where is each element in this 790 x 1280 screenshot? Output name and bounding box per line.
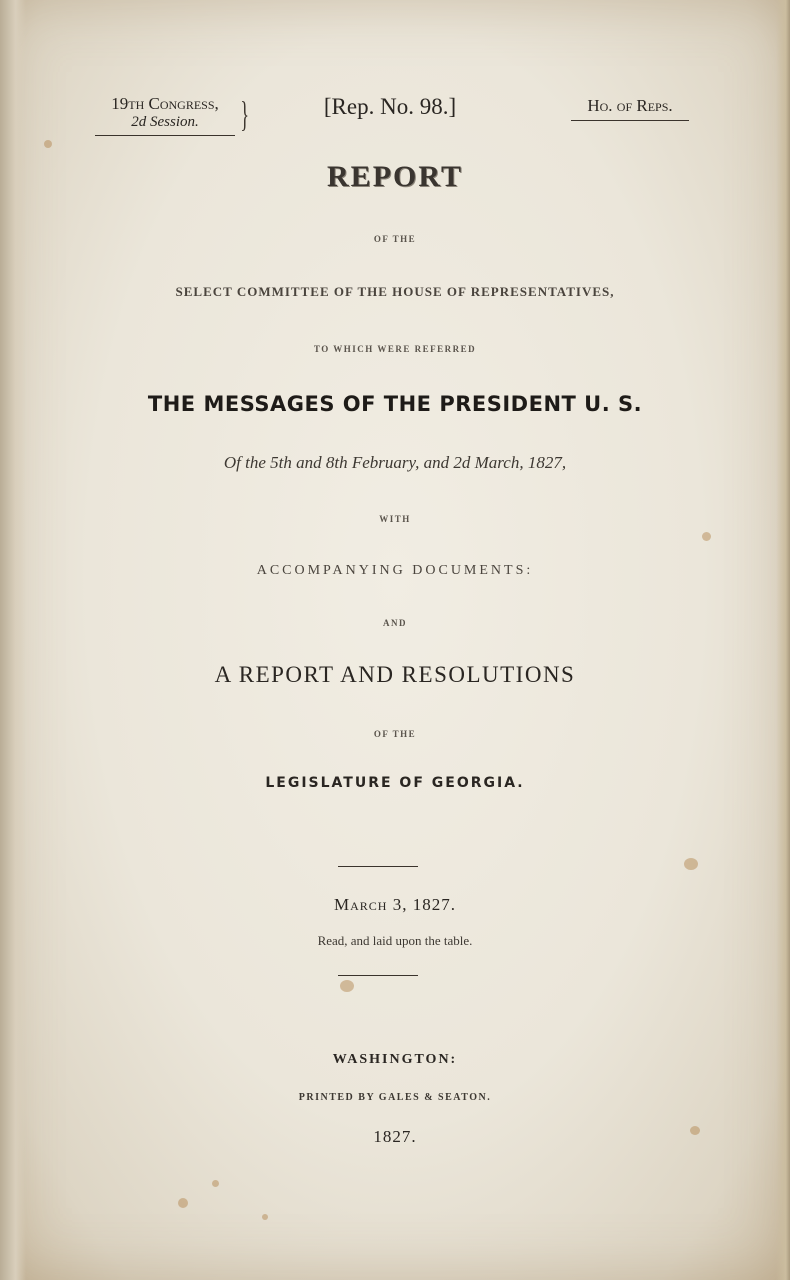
brace-glyph: } [240, 94, 249, 134]
foxing-spot [178, 1198, 188, 1208]
messages-heading: THE MESSAGES OF THE PRESIDENT U. S. [147, 392, 643, 416]
legislature-heading: LEGISLATURE OF GEORGIA. [265, 775, 525, 791]
congress-label: 19th Congress, [111, 94, 219, 113]
imprint-place: WASHINGTON: [332, 1052, 458, 1067]
congress-underline [95, 135, 235, 136]
foxing-spot [702, 532, 711, 541]
date-line: March 3, 1827. [334, 895, 456, 914]
imprint-printer: PRINTED BY GALES & SEATON. [298, 1092, 492, 1103]
of-the-label-2: OF THE [373, 729, 417, 739]
of-the-label: OF THE [373, 234, 417, 244]
report-heading: REPORT [327, 160, 463, 193]
foxing-spot [44, 140, 52, 148]
referred-line: TO WHICH WERE REFERRED [313, 344, 477, 354]
congress-session-block [80, 94, 250, 136]
divider-rule [338, 866, 418, 867]
foxing-spot [212, 1180, 219, 1187]
documents-line: ACCOMPANYING DOCUMENTS: [256, 563, 534, 578]
imprint-year: 1827. [373, 1127, 417, 1146]
dates-line: Of the 5th and 8th February, and 2d March, 1827, [223, 453, 567, 472]
with-label: WITH [379, 514, 411, 524]
foxing-spot [262, 1214, 268, 1220]
divider-rule [338, 975, 418, 976]
report-resolutions-heading: A REPORT AND RESOLUTIONS [214, 662, 576, 687]
house-label: Ho. of Reps. [587, 96, 673, 115]
foxing-spot [340, 980, 354, 992]
foxing-spot [684, 858, 698, 870]
house-block [560, 96, 700, 121]
session-label: 2d Session. [131, 114, 199, 130]
house-underline [571, 120, 689, 121]
report-number: [Rep. No. 98.] [323, 94, 457, 119]
committee-line: SELECT COMMITTEE OF THE HOUSE OF REPRESENTATIVES, [175, 284, 615, 299]
read-note: Read, and laid upon the table. [317, 933, 473, 948]
and-label: AND [383, 618, 407, 628]
